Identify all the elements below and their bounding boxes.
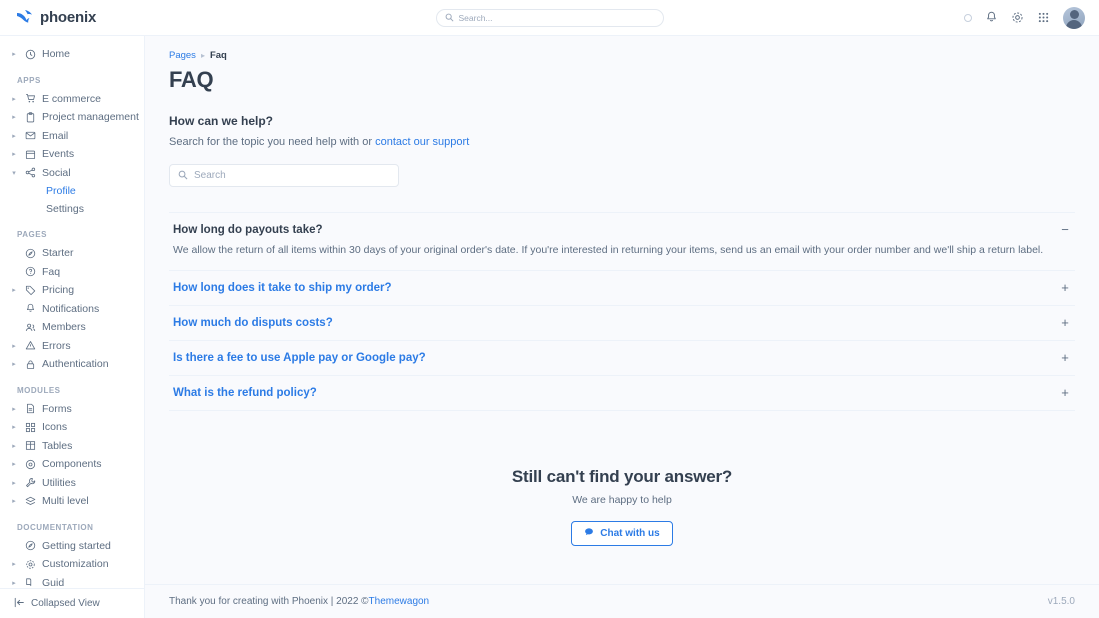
chevron-right-icon: ▸ <box>12 95 16 103</box>
brand-logo[interactable] <box>0 9 145 26</box>
share-icon <box>24 167 36 178</box>
cta-title: Still can't find your answer? <box>511 466 733 486</box>
chevron-right-icon: ▸ <box>12 479 16 487</box>
chevron-right-icon: ▸ <box>12 579 16 587</box>
sidebar-item-label: Tables <box>42 439 73 452</box>
clipboard-icon <box>24 112 36 123</box>
faq-question[interactable]: How long does it take to ship my order? <box>173 281 392 294</box>
faq-search-placeholder: Search <box>194 170 226 181</box>
faq-search-input[interactable] <box>169 164 399 187</box>
faq-accordion <box>169 212 1075 411</box>
brand-name: phoenix <box>40 9 97 26</box>
chat-bubble-icon <box>584 527 594 540</box>
faq-answer: We allow the return of all items within 30 days of your original order's date. If you're interested in returning your items, send us an email with your order number and we'll ship a return label. <box>173 244 1044 256</box>
chevron-right-icon: ▸ <box>12 51 16 59</box>
help-heading: How can we help? <box>169 114 274 128</box>
faq-expand-icon[interactable]: + <box>1061 314 1069 330</box>
sidebar-item-label: Events <box>42 148 75 161</box>
sidebar-item-getting-started[interactable] <box>0 537 144 556</box>
collapse-icon <box>14 597 25 611</box>
warning-triangle-icon <box>24 340 36 351</box>
sidebar-item-label: Authentication <box>42 358 109 371</box>
top-navbar <box>0 0 1099 36</box>
themewagon-link[interactable]: Themewagon <box>368 596 430 607</box>
calendar-icon <box>24 149 36 160</box>
sidebar-item-authentication[interactable] <box>0 355 144 374</box>
gear-icon <box>24 559 36 570</box>
app-body <box>0 36 1099 618</box>
sidebar-item-errors[interactable] <box>0 337 144 356</box>
sidebar-item-utilities[interactable] <box>0 474 144 493</box>
sidebar-item-notifications[interactable] <box>0 300 144 319</box>
chevron-down-icon: ▾ <box>12 169 16 177</box>
sidebar-subitem-profile[interactable]: Profile <box>46 185 76 197</box>
sidebar-section-apps: APPS <box>17 75 41 85</box>
chevron-right-icon: ▸ <box>12 114 16 122</box>
collapsed-view-toggle[interactable] <box>0 588 144 618</box>
sidebar-item-project-management[interactable] <box>0 108 144 127</box>
chevron-right-icon: ▸ <box>12 132 16 140</box>
faq-question[interactable]: Is there a fee to use Apple pay or Google pay? <box>173 351 426 364</box>
search-icon <box>445 11 454 25</box>
sidebar-item-label: Email <box>42 129 69 142</box>
question-circle-icon <box>24 266 36 277</box>
table-icon <box>24 440 36 451</box>
faq-question[interactable]: How long do payouts take? <box>173 224 323 236</box>
sidebar-item-events[interactable] <box>0 145 144 164</box>
sidebar-item-label: Errors <box>42 339 71 352</box>
layers-icon <box>24 496 36 507</box>
sidebar-item-label: Components <box>42 458 102 471</box>
tag-icon <box>24 285 36 296</box>
faq-item[interactable] <box>169 376 1075 411</box>
sidebar-item-label: Getting started <box>42 539 111 552</box>
clock-icon <box>24 49 36 60</box>
sidebar <box>0 36 145 618</box>
chevron-right-icon: ▸ <box>12 424 16 432</box>
search-icon <box>178 169 188 183</box>
faq-expand-icon[interactable]: + <box>1061 349 1069 365</box>
global-search[interactable] <box>436 9 664 27</box>
faq-item[interactable] <box>169 271 1075 306</box>
sidebar-item-members[interactable] <box>0 318 144 337</box>
avatar[interactable] <box>1063 7 1085 29</box>
sidebar-item-tables[interactable] <box>0 437 144 456</box>
chevron-right-icon: ▸ <box>12 405 16 413</box>
search-input[interactable] <box>436 9 664 27</box>
envelope-icon <box>24 130 36 141</box>
sidebar-item-label: Customization <box>42 558 109 571</box>
cart-icon <box>24 93 36 104</box>
bell-icon[interactable] <box>985 11 998 24</box>
sidebar-item-icons[interactable] <box>0 418 144 437</box>
chevron-right-icon: ▸ <box>12 342 16 350</box>
chevron-right-icon: ▸ <box>12 442 16 450</box>
sidebar-item-label: Notifications <box>42 302 100 315</box>
chat-with-us-label: Chat with us <box>600 527 660 539</box>
faq-item[interactable] <box>169 213 1075 271</box>
apps-grid-icon[interactable] <box>1037 11 1050 24</box>
faq-collapse-icon[interactable]: − <box>1061 222 1069 237</box>
sidebar-subitem-settings[interactable]: Settings <box>46 203 84 215</box>
sidebar-item-forms[interactable] <box>0 400 144 419</box>
puzzle-icon <box>24 459 36 470</box>
breadcrumb-current: Faq <box>209 50 227 61</box>
footer-text: Thank you for creating with Phoenix | 2022 © <box>169 596 369 607</box>
sidebar-section-documentation: DOCUMENTATION <box>17 522 94 532</box>
wrench-icon <box>24 477 36 488</box>
faq-question[interactable]: How much do disputs costs? <box>173 316 333 329</box>
faq-item[interactable] <box>169 341 1075 376</box>
book-icon <box>24 577 36 588</box>
faq-expand-icon[interactable]: + <box>1061 384 1069 400</box>
chevron-right-icon: ▸ <box>12 461 16 469</box>
chevron-right-icon: ▸ <box>12 561 16 569</box>
page-footer <box>145 584 1099 618</box>
rocket-icon <box>24 248 36 259</box>
sidebar-item-guid[interactable] <box>0 574 144 589</box>
chevron-right-icon: ▸ <box>12 287 16 295</box>
help-subtext <box>169 136 1075 148</box>
version-label: v1.5.0 <box>1047 596 1075 607</box>
breadcrumb-separator-icon: ▸ <box>200 51 205 60</box>
sidebar-item-faq[interactable] <box>0 263 144 282</box>
theme-toggle-icon[interactable] <box>964 14 972 22</box>
sidebar-item-email[interactable] <box>0 127 144 146</box>
sidebar-item-label: Home <box>42 48 71 61</box>
gear-icon[interactable] <box>1011 11 1024 24</box>
chevron-right-icon: ▸ <box>12 498 16 506</box>
topbar-actions <box>964 7 1099 29</box>
breadcrumb-parent[interactable]: Pages <box>169 50 196 61</box>
breadcrumb <box>169 50 1075 61</box>
lock-icon <box>24 359 36 370</box>
sidebar-item-label: Project management <box>42 111 139 124</box>
cta-subtitle: We are happy to help <box>572 493 672 506</box>
grid-icon <box>24 422 36 433</box>
sidebar-item-label: Social <box>42 166 71 179</box>
people-icon <box>24 322 36 333</box>
search-placeholder-text: Search... <box>458 12 493 23</box>
page-title: FAQ <box>169 67 214 92</box>
sidebar-item-starter[interactable] <box>0 244 144 263</box>
sidebar-item-pricing[interactable] <box>0 281 144 300</box>
sidebar-item-e-commerce[interactable] <box>0 90 144 109</box>
contact-support-link[interactable]: contact our support <box>375 136 470 148</box>
chat-with-us-button[interactable] <box>571 521 672 546</box>
sidebar-nav <box>0 36 144 588</box>
faq-page <box>145 36 1099 584</box>
sidebar-item-label: E commerce <box>42 92 101 105</box>
sidebar-section-pages: PAGES <box>17 230 47 239</box>
phoenix-bird-icon <box>16 10 33 25</box>
cta-section <box>169 467 1075 546</box>
faq-question[interactable]: What is the refund policy? <box>173 386 317 399</box>
file-text-icon <box>24 403 36 414</box>
faq-item[interactable] <box>169 306 1075 341</box>
sidebar-item-label: Faq <box>42 265 61 278</box>
sidebar-section-modules: MODULES <box>17 385 61 395</box>
collapsed-view-label: Collapsed View <box>31 598 100 609</box>
faq-expand-icon[interactable]: + <box>1061 279 1069 295</box>
sidebar-item-label: Multi level <box>42 495 89 508</box>
bell-icon <box>24 303 36 314</box>
sidebar-item-multi-level[interactable] <box>0 492 144 511</box>
sidebar-item-social[interactable] <box>0 164 144 183</box>
sidebar-item-label: Guid <box>42 576 65 588</box>
sidebar-item-home[interactable] <box>0 45 144 64</box>
help-subtext-prefix: Search for the topic you need help with or <box>169 136 376 148</box>
sidebar-item-label: Forms <box>42 402 72 415</box>
rocket-icon <box>24 540 36 551</box>
sidebar-item-label: Pricing <box>42 284 75 297</box>
sidebar-item-customization[interactable] <box>0 555 144 574</box>
sidebar-item-components[interactable] <box>0 455 144 474</box>
sidebar-item-label: Starter <box>42 247 74 260</box>
chevron-right-icon: ▸ <box>12 151 16 159</box>
sidebar-item-label: Icons <box>42 421 68 434</box>
content-area <box>145 36 1099 618</box>
chevron-right-icon: ▸ <box>12 361 16 369</box>
sidebar-item-label: Members <box>42 321 86 334</box>
sidebar-item-label: Utilities <box>42 476 76 489</box>
